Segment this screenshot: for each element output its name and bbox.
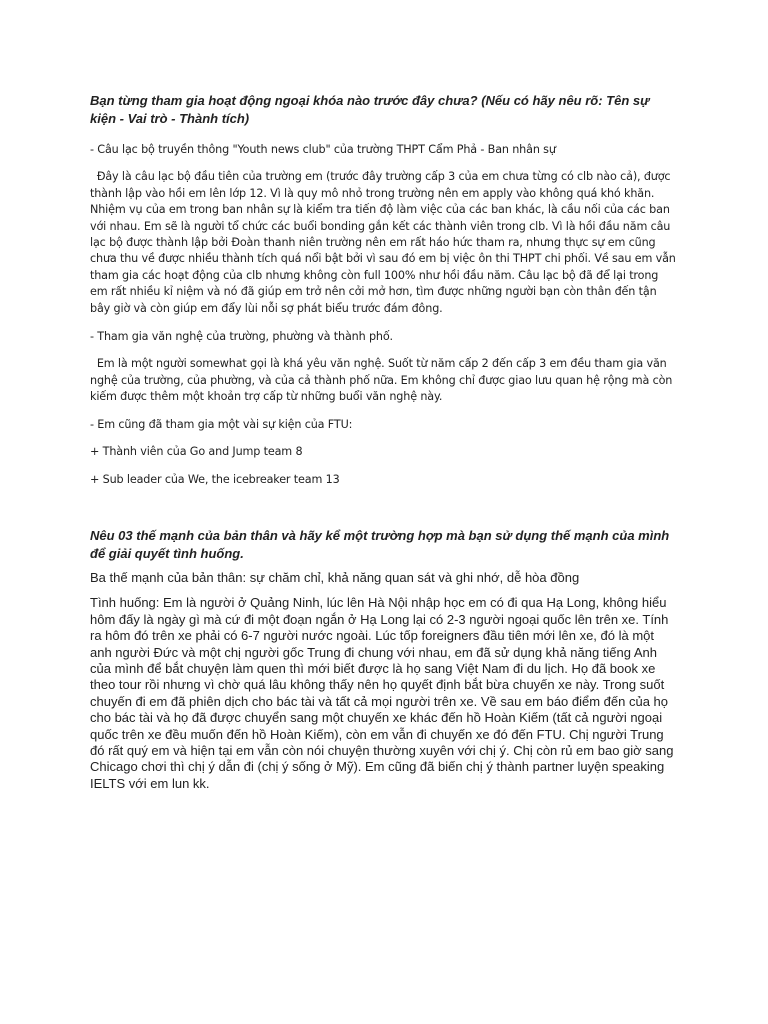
situation-paragraph: Tình huống: Em là người ở Quảng Ninh, lúc lên Hà Nội nhập học em có đi qua Hạ Long, không hiểu hôm đấy là ngày gì mà cứ đi một đoạn ngắn ở Hạ Long lại có 2-3 người ngoại quốc lên trên xe. Tính ra hôm đó trên xe phải có 6-7 người nước ngoài. Lúc tốp foreigners đầu tiên mới lên xe, đó là một anh người Đức và một chị người gốc Trung đi chung với nhau, em đã sử dụng khả năng tiếng Anh của mình để bắt chuyện làm quen thì mới biết được là họ sang Việt Nam đi du lịch. Họ đã book xe theo tour rồi nhưng vì chờ quá lâu không thấy nên họ quyết định bắt bừa chuyến xe này. Trong suốt chuyến đi em đã phiên dịch cho bác tài và tất cả mọi người trên xe. Về sau em báo điểm đến của họ cho bác tài và họ đã được chuyển sang một chuyến xe khác đến hồ Hoàn Kiếm (tất cả người ngoại quốc trên xe đều muốn đến hồ Hoàn Kiếm), còn em vẫn đi chuyến xe đó đến FTU. Chị người Trung đó rất quý em và hiện tại em vẫn còn nói chuyện thường xuyên với chị ý. Chị còn rủ em bao giờ sang Chicago chơi thì chị ý dẫn đi (chị ý sống ở Mỹ). Em cũng đã biến chị ý thành partner luyện speaking IELTS với em lun kk. xyxy=(90,595,674,791)
activity-description-arts: Em là một người somewhat gọi là khá yêu văn nghệ. Suốt từ năm cấp 2 đến cấp 3 em đều tham gia văn nghệ của trường, của phường, và của cả thành phố nữa. Em không chỉ được giao lưu quan hệ rộng mà còn kiếm được thêm một khoản trợ cấp từ những buổi văn nghệ này. xyxy=(90,357,676,404)
section-spacer xyxy=(90,499,676,527)
activity-item-ftu-events: - Em cũng đã tham gia một vài sự kiện của FTU: xyxy=(90,417,353,431)
activity-item-youth-news-club: - Câu lạc bộ truyền thông "Youth news club" của trường THPT Cẩm Phả - Ban nhân sự xyxy=(90,143,556,156)
ftu-event-go-and-jump: + Thành viên của Go and Jump team 8 xyxy=(90,445,303,459)
question-2-heading: Nêu 03 thế mạnh của bản thân và hãy kể một trường hợp mà bạn sử dụng thế mạnh của mình để giải quyết tình huống. xyxy=(90,527,670,561)
document-body xyxy=(90,92,680,801)
activity-description-club: Đây là câu lạc bộ đầu tiên của trường em (trước đây trường cấp 3 của em chưa từng có clb nào cả), được thành lập vào hồi em lên lớp 12. Vì là quy mô nhỏ trong trường nên em apply vào không quá khó khăn. Nhiệm vụ của em trong ban nhân sự là kiểm tra tiến độ làm việc của các ban khác, là cầu nối của các ban với nhau. Em sẽ là người tổ chức các buổi bonding gắn kết các thành viên trong clb. Vì là hồi đầu năm câu lạc bộ được thành lập bởi Đoàn thanh niên trường nên em rất háo hức tham ra, nhưng thực sự em cũng chưa thu về được nhiều thành tích quá nổi bật bởi vì sau đó em bị việc ôn thi THPT chi phối. Về sau em vẫn tham gia các hoạt động của clb nhưng không còn full 100% như hồi đầu năm. Câu lạc bộ đã để lại trong em rất nhiều kỉ niệm và nó đã giúp em trở nên cởi mở hơn, tìm được những người bạn còn thân đến tận bây giờ và còn giúp em đẩy lùi nỗi sợ phát biểu trước đám đông. xyxy=(90,170,680,315)
answer-1-section xyxy=(90,142,680,488)
question-1-heading: Bạn từng tham gia hoạt động ngoại khóa nào trước đây chưa? (Nếu có hãy nêu rõ: Tên sự kiện - Vai trò - Thành tích) xyxy=(90,93,650,126)
activity-item-performing-arts: - Tham gia văn nghệ của trường, phường và thành phố. xyxy=(90,330,393,344)
answer-2-section xyxy=(90,570,676,792)
strengths-line: Ba thế mạnh của bản thân: sự chăm chỉ, khả năng quan sát và ghi nhớ, dễ hòa đồng xyxy=(90,569,580,585)
ftu-event-icebreaker: + Sub leader của We, the icebreaker team 13 xyxy=(90,472,340,486)
